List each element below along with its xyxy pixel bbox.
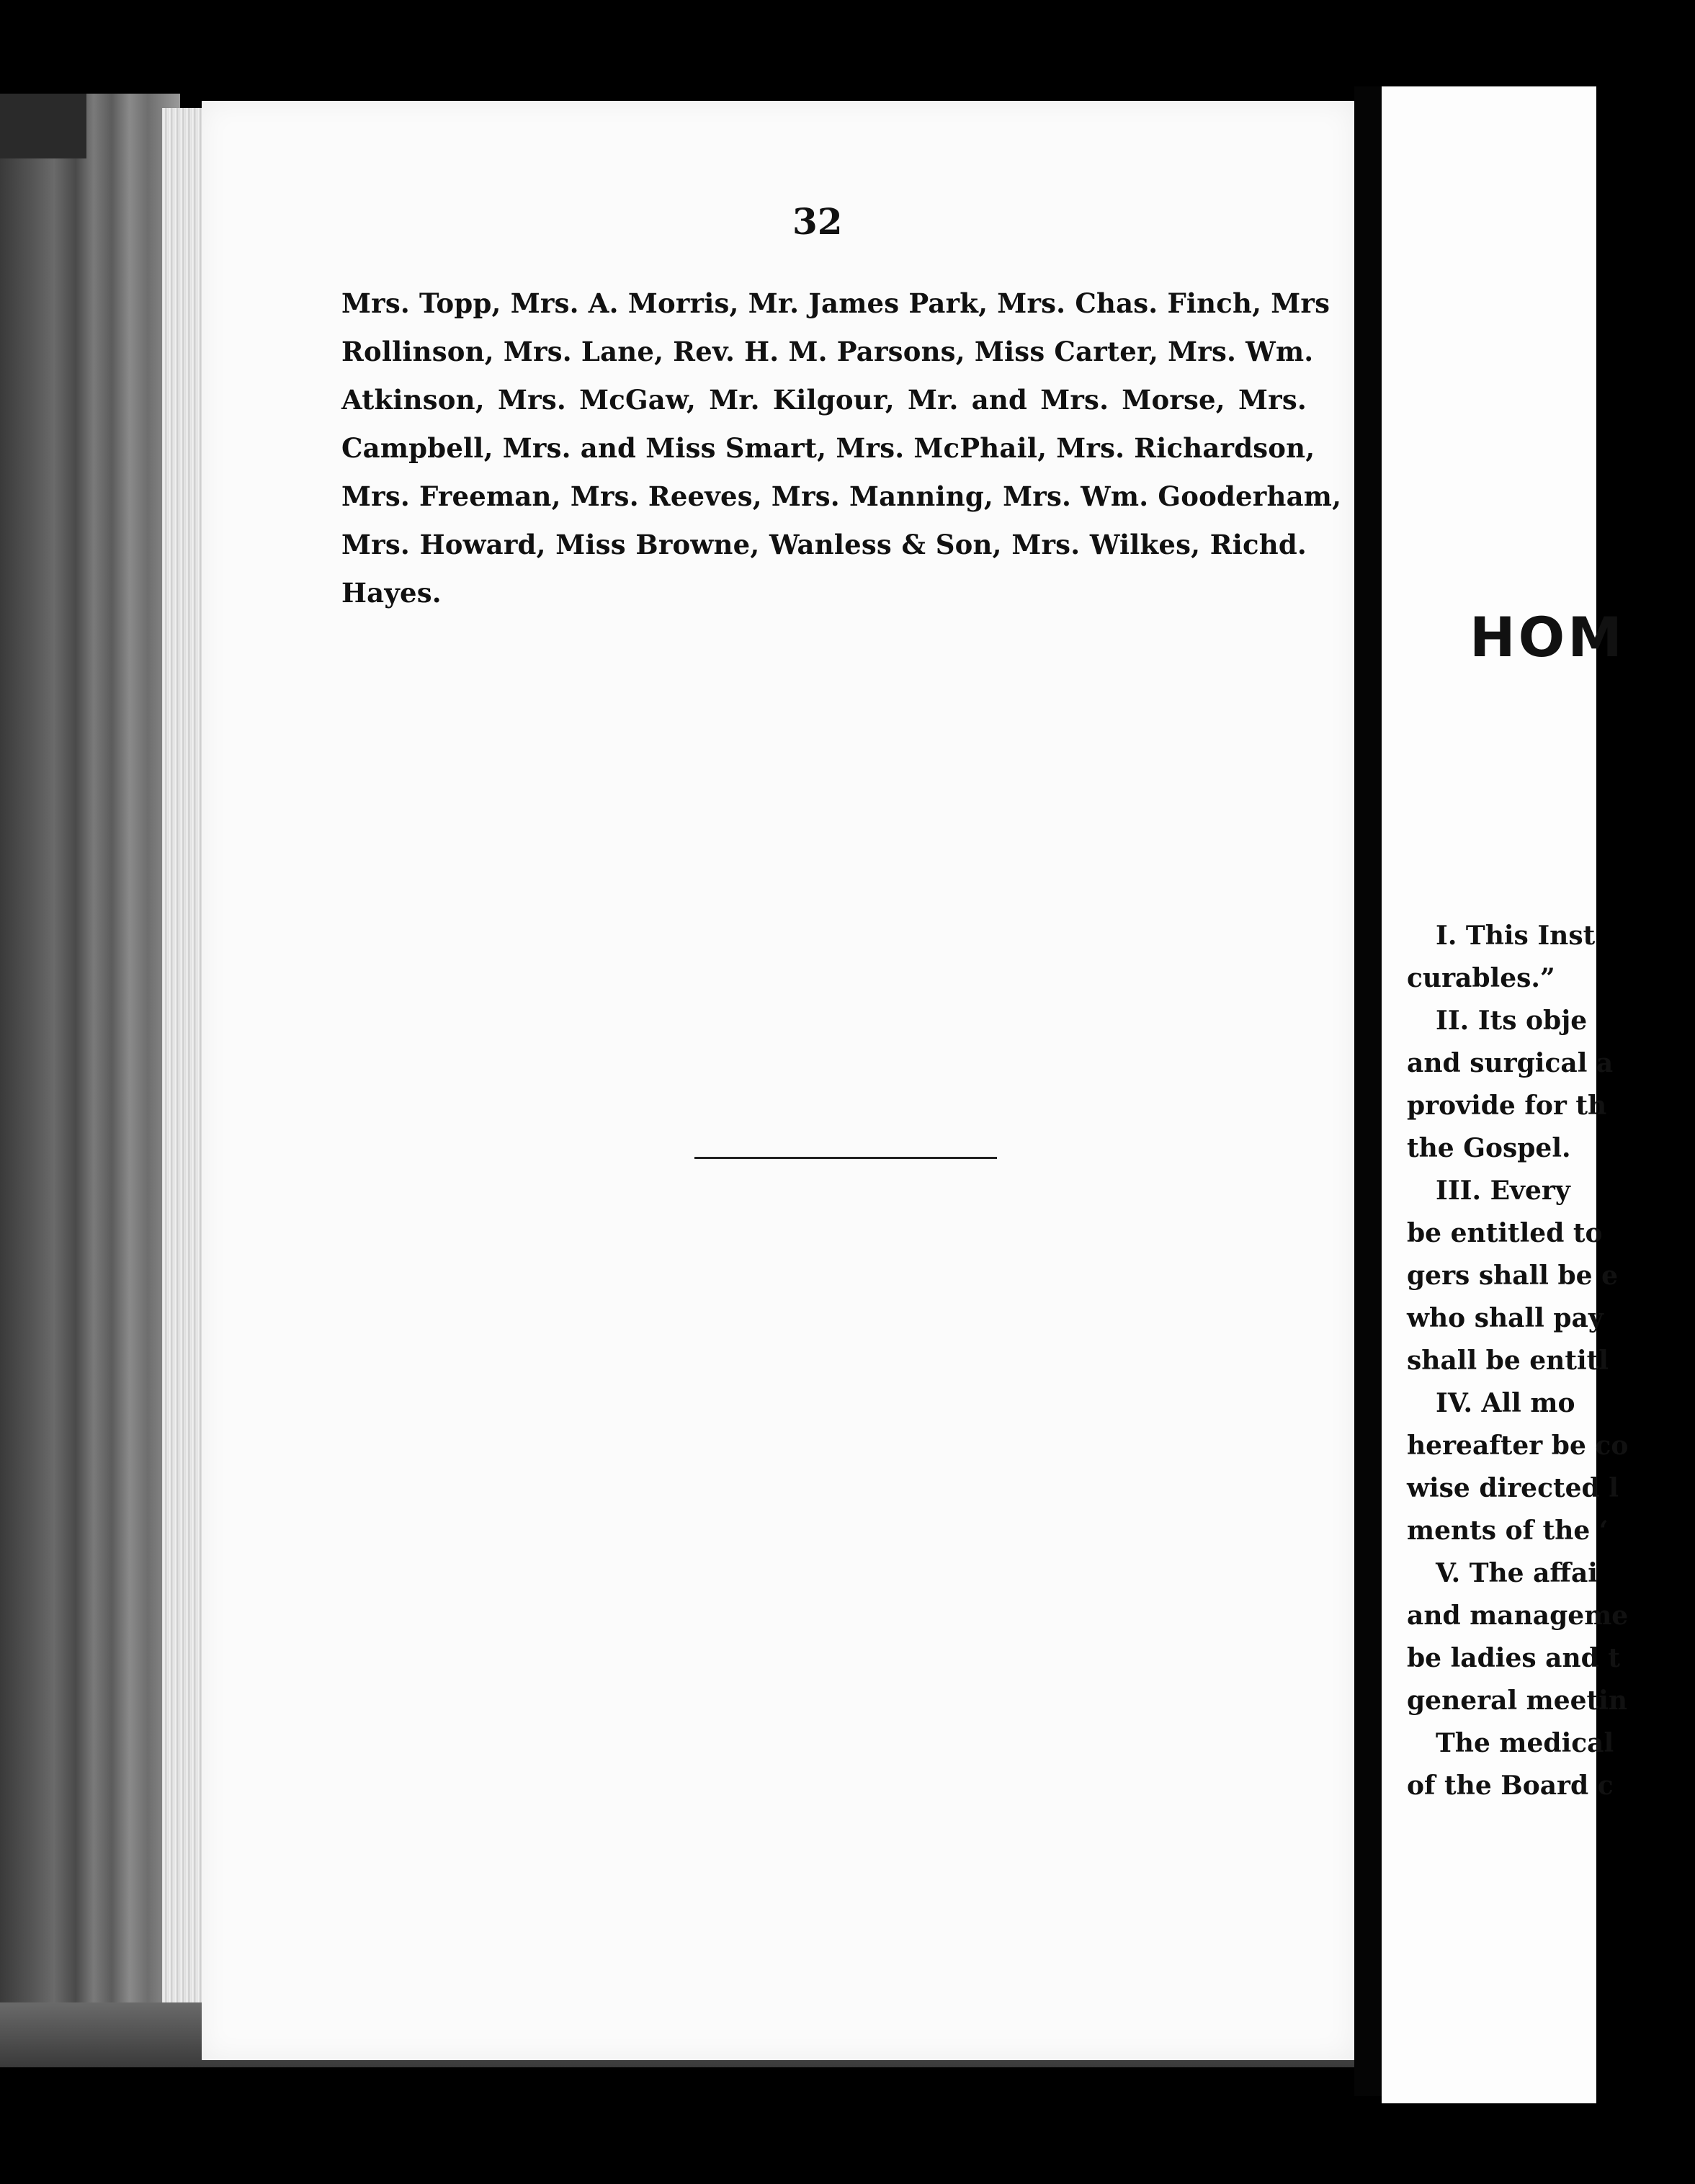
right-page bbox=[1382, 86, 1629, 2103]
text-line: II. Its obje bbox=[1436, 1006, 1588, 1036]
text-line: shall be entitl bbox=[1407, 1346, 1609, 1376]
text-line: Atkinson, Mrs. McGaw, Mr. Kilgour, Mr. and Mrs. Morse, Mrs. bbox=[341, 384, 1307, 416]
text-line: The medical bbox=[1436, 1728, 1614, 1758]
text-line: and manageme bbox=[1407, 1601, 1629, 1631]
text-line: gers shall be e bbox=[1407, 1261, 1619, 1291]
text-line: hereafter be co bbox=[1407, 1431, 1629, 1461]
section-divider bbox=[694, 1157, 997, 1159]
book-gutter bbox=[1354, 86, 1382, 2096]
subscriber-list bbox=[341, 279, 1342, 617]
text-line: Rollinson, Mrs. Lane, Rev. H. M. Parsons, Miss Carter, Mrs. Wm. bbox=[341, 336, 1314, 367]
text-line: ments of the ‘ bbox=[1407, 1516, 1609, 1546]
text-line: IV. All mo bbox=[1436, 1388, 1575, 1418]
text-line: Campbell, Mrs. and Miss Smart, Mrs. McPhail, Mrs. Richardson, bbox=[341, 432, 1315, 464]
text-line: general meetin bbox=[1407, 1686, 1628, 1716]
text-line: curables.” bbox=[1407, 963, 1555, 993]
text-line: be ladies and t bbox=[1407, 1643, 1620, 1673]
text-line: provide for th bbox=[1407, 1091, 1607, 1121]
text-line: be entitled to bbox=[1407, 1218, 1603, 1248]
text-line: wise directed l bbox=[1407, 1473, 1619, 1503]
text-line: Hayes. bbox=[341, 577, 442, 609]
text-line: of the Board c bbox=[1407, 1771, 1614, 1801]
text-line: Mrs. Freeman, Mrs. Reeves, Mrs. Manning, Mrs. Wm. Gooderham, bbox=[341, 480, 1342, 512]
text-line: Mrs. Howard, Miss Browne, Wanless & Son, Mrs. Wilkes, Richd. bbox=[341, 529, 1307, 560]
right-page-text bbox=[1407, 915, 1695, 1807]
text-line: Mrs. Topp, Mrs. A. Morris, Mr. James Park, Mrs. Chas. Finch, Mrs bbox=[341, 287, 1330, 319]
book-cover-corner bbox=[0, 94, 86, 158]
text-line: the Gospel. bbox=[1407, 1133, 1571, 1163]
text-line: and surgical a bbox=[1407, 1048, 1614, 1078]
book-cover-edge bbox=[0, 94, 180, 2067]
text-line: I. This Inst bbox=[1436, 921, 1596, 951]
page-block-edge bbox=[162, 108, 202, 2046]
text-line: who shall pay bbox=[1407, 1303, 1604, 1333]
page-number: 32 bbox=[792, 200, 843, 243]
text-line: V. The affai bbox=[1436, 1558, 1598, 1588]
text-line: III. Every bbox=[1436, 1176, 1570, 1206]
right-page-heading: HOM bbox=[1470, 605, 1625, 669]
